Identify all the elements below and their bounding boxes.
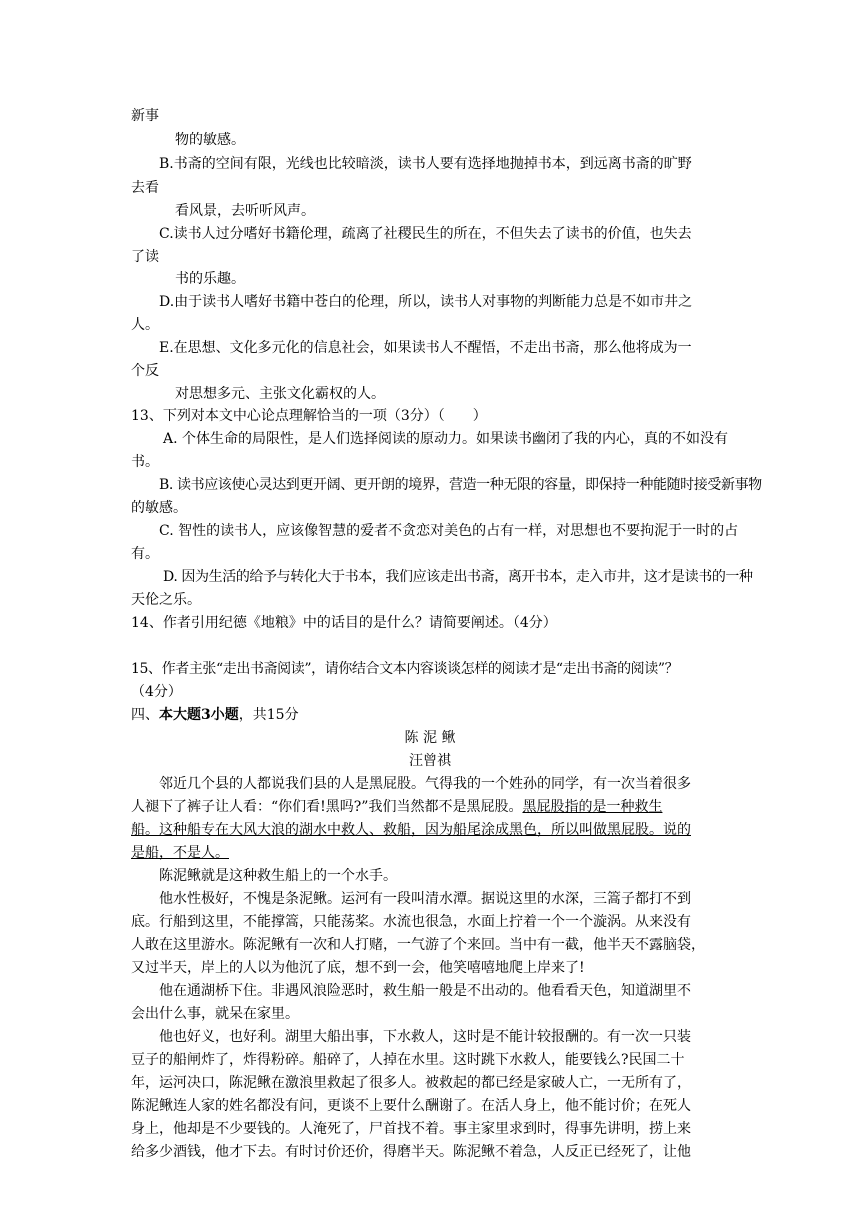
story-line: 豆子的船闸炸了，炸得粉碎。船碎了，人掉在水里。这时跳下水救人，能要钱么?民国二十: [131, 1052, 685, 1068]
text-line: 看风景，去听听风声。: [175, 203, 315, 219]
story-line: 陈泥鳅就是这种救生船上的一个水手。: [159, 868, 397, 884]
story-line: [131, 798, 662, 816]
text-line: 书。: [131, 454, 159, 470]
section-heading: [131, 706, 299, 724]
story-title: 陈 泥 鳅: [404, 730, 456, 746]
text-line: 天伦之乐。: [131, 592, 201, 608]
story-line: 底。行船到这里，不能撑篙，只能荡桨。水流也很急，水面上拧着一个一个漩涡。从来没有: [131, 914, 691, 930]
question-13: 13、下列对本文中心论点理解恰当的一项（3分）（ ）: [131, 408, 487, 424]
story-line: 又过半天，岸上的人以为他沉了底，想不到一会，他笑嘻嘻地爬上岸来了!: [131, 960, 585, 976]
option-e-line: E.在思想、文化多元化的信息社会，如果读书人不醒悟，不走出书斋，那么他将成为一: [159, 340, 692, 356]
option-b-line: B.书斋的空间有限，光线也比较暗淡，读书人要有选择地抛掉书本，到远离书斋的旷野: [159, 156, 692, 172]
text-line: 物的敏感。: [175, 132, 245, 148]
text-line: 了读: [131, 249, 159, 265]
story-line: 邻近几个县的人都说我们县的人是黑屁股。气得我的一个姓孙的同学，有一次当着很多: [159, 776, 691, 792]
option-d-line: D.由于读书人嗜好书籍中苍白的伦理，所以，读书人对事物的判断能力总是不如市井之: [159, 294, 693, 310]
story-line: 人敢在这里游水。陈泥鳅有一次和人打赌，一气游了个来回。当中有一截，他半天不露脑袋，: [131, 937, 705, 953]
section-prefix: 四、: [131, 707, 159, 723]
text-line: 去看: [131, 180, 159, 196]
q13-option-c: C. 智性的读书人，应该像智慧的爱者不贪恋对美色的占有一样，对思想也不要拘泥于一时的占: [159, 523, 739, 539]
q13-option-d: D. 因为生活的给予与转化大于书本，我们应该走出书斋，离开书本，走入市井，这才是读书的一种: [163, 569, 753, 585]
story-line: 会出什么事，就呆在家里。: [131, 1006, 299, 1022]
q13-option-b: B. 读书应该使心灵达到更开阔、更开朗的境界，营造一种无限的容量，即保持一种能随时接受新事物: [159, 477, 762, 493]
story-line: 陈泥鳅连人家的姓名都没有问，更谈不上要什么酬谢了。在活人身上，他不能讨价；在死人: [131, 1098, 691, 1114]
underlined-line: 船。这种船专在大风大浪的湖水中救人、救船，因为船尾涂成黑色，所以叫做黑屁股。说的: [131, 822, 691, 838]
question-15: 15、作者主张“走出书斋阅读”，请你结合文本内容谈谈怎样的阅读才是“走出书斋的阅读”？: [131, 661, 679, 677]
story-line: 身上，他却是不少要钱的。人淹死了，尸首找不着。事主家里求到时，得事先讲明，捞上来: [131, 1121, 691, 1137]
text-line: 人。: [131, 317, 159, 333]
text-line: 个反: [131, 363, 159, 379]
text-line: 有。: [131, 546, 159, 562]
option-c-line: C.读书人过分嗜好书籍伦理，疏离了社稷民生的所在，不但失去了读书的价值，也失去: [159, 226, 692, 242]
underlined-text: 黑屁股指的是一种救生: [522, 799, 663, 815]
story-line: 他也好义，也好利。湖里大船出事，下水救人，这时是不能计较报酬的。有一次一只装: [159, 1029, 691, 1045]
story-line: 他水性极好，不愧是条泥鳅。运河有一段叫清水潭。据说这里的水深，三篙子都打不到: [159, 891, 691, 907]
section-score: ，共15分: [238, 707, 299, 723]
story-author: 汪曾祺: [409, 753, 451, 769]
text-line: 新事: [131, 108, 159, 124]
q13-option-a: A. 个体生命的局限性，是人们选择阅读的原动力。如果读书幽闭了我的内心，真的不如没有: [163, 431, 729, 447]
question-14: 14、作者引用纪德《地粮》中的话目的是什么？请简要阐述。（4分）: [131, 615, 557, 631]
section-title: 本大题3小题: [159, 707, 239, 723]
underlined-line: 是船，不是人。: [131, 845, 229, 861]
text-line: 对思想多元、主张文化霸权的人。: [175, 386, 385, 402]
story-line: 年，运河决口，陈泥鳅在激浪里救起了很多人。被救起的都已经是家破人亡，一无所有了，: [131, 1075, 691, 1091]
text-line: （4分）: [131, 684, 182, 700]
text-line: 书的乐趣。: [175, 271, 245, 287]
text-line: 的敏感。: [131, 500, 187, 516]
story-line: 给多少酒钱，他才下去。有时讨价还价，得磨半天。陈泥鳅不着急，人反正已经死了，让他: [131, 1144, 691, 1160]
story-line: 他在通湖桥下住。非遇风浪险恶时，救生船一般是不出动的。他看看天色，知道湖里不: [159, 983, 691, 999]
story-text: 人褪下了裤子让人看：“你们看!黑吗?”我们当然都不是黑屁股。: [131, 799, 523, 815]
